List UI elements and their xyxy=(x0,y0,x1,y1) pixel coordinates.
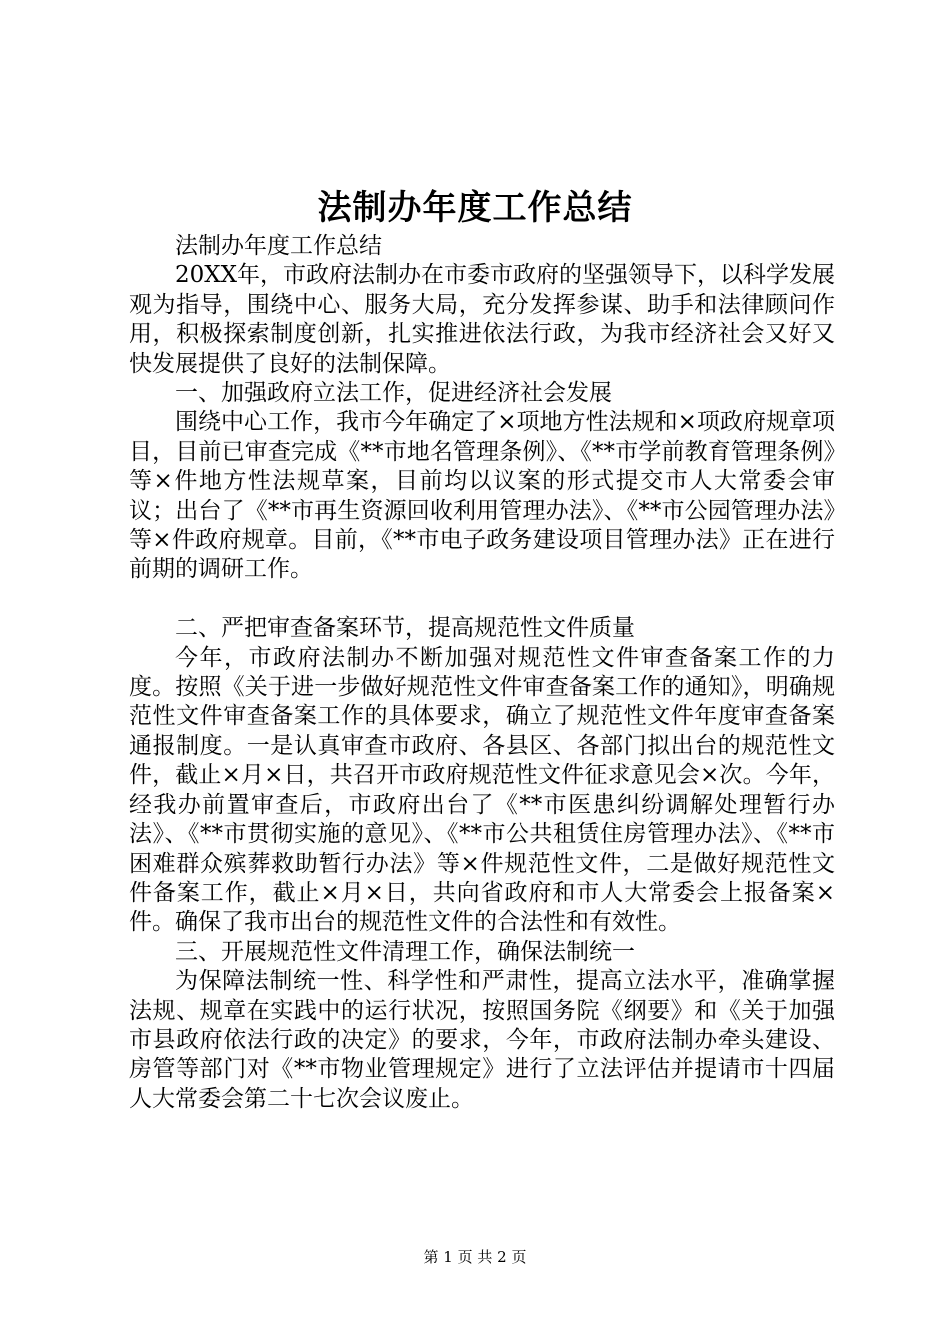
paragraph-subtitle: 法制办年度工作总结 xyxy=(175,233,382,259)
document-title: 法制办年度工作总结 xyxy=(317,188,633,228)
paragraph-section-2: 今年，市政府法制办不断加强对规范性文件审查备案工作的力度。按照《关于进一步做好规范性文件审查备案工作的通知》，明确规范性文件审查备案工作的具体要求，确立了规范性文件年度审查备案通报制度。一是认真审查市政府、各县区、各部门拟出台的规范性文件，截止×月×日，共召开市政府规范性文件征求意见会×次。今年，经我办前置审查后，市政府出台了《**市医患纠纷调解处理暂行办法》、《**市贯彻实施的意见》、《**市公共租赁住房管理办法》、《**市困难群众殡葬救助暂行办法》等×件规范性文件，二是做好规范性文件备案工作，截止×月×日，共向省政府和市人大常委会上报备案×件。确保了我市出台的规范性文件的合法性和有效性。 xyxy=(129,644,835,936)
section-heading-3: 三、开展规范性文件清理工作，确保法制统一 xyxy=(175,938,635,965)
section-heading-1: 一、加强政府立法工作，促进经济社会发展 xyxy=(175,380,612,407)
paragraph-section-1: 围绕中心工作，我市今年确定了×项地方性法规和×项政府规章项目，目前已审查完成《**市地名管理条例》、《**市学前教育管理条例》等×件地方性法规草案，目前均以议案的形式提交市人大常委会审议；出台了《**市再生资源回收利用管理办法》、《**市公园管理办法》等×件政府规章。目前，《**市电子政务建设项目管理办法》正在进行前期的调研工作。 xyxy=(129,409,835,583)
page-number-footer: 第 1 页 共 2 页 xyxy=(423,1248,527,1266)
paragraph-section-3: 为保障法制统一性、科学性和严肃性，提高立法水平，准确掌握法规、规章在实践中的运行状况，按照国务院《纲要》和《关于加强市县政府依法行政的决定》的要求，今年，市政府法制办牵头建设、房管等部门对《**市物业管理规定》进行了立法评估并提请市十四届人大常委会第二十七次会议废止。 xyxy=(129,968,835,1112)
paragraph-intro: 20XX年，市政府法制办在市委市政府的坚强领导下，以科学发展观为指导，围绕中心、服务大局，充分发挥参谋、助手和法律顾问作用，积极探索制度创新，扎实推进依法行政，为我市经济社会又好又快发展提供了良好的法制保障。 xyxy=(129,262,836,377)
document-body xyxy=(129,232,835,1114)
section-heading-2: 二、严把审查备案环节，提高规范性文件质量 xyxy=(175,615,635,642)
